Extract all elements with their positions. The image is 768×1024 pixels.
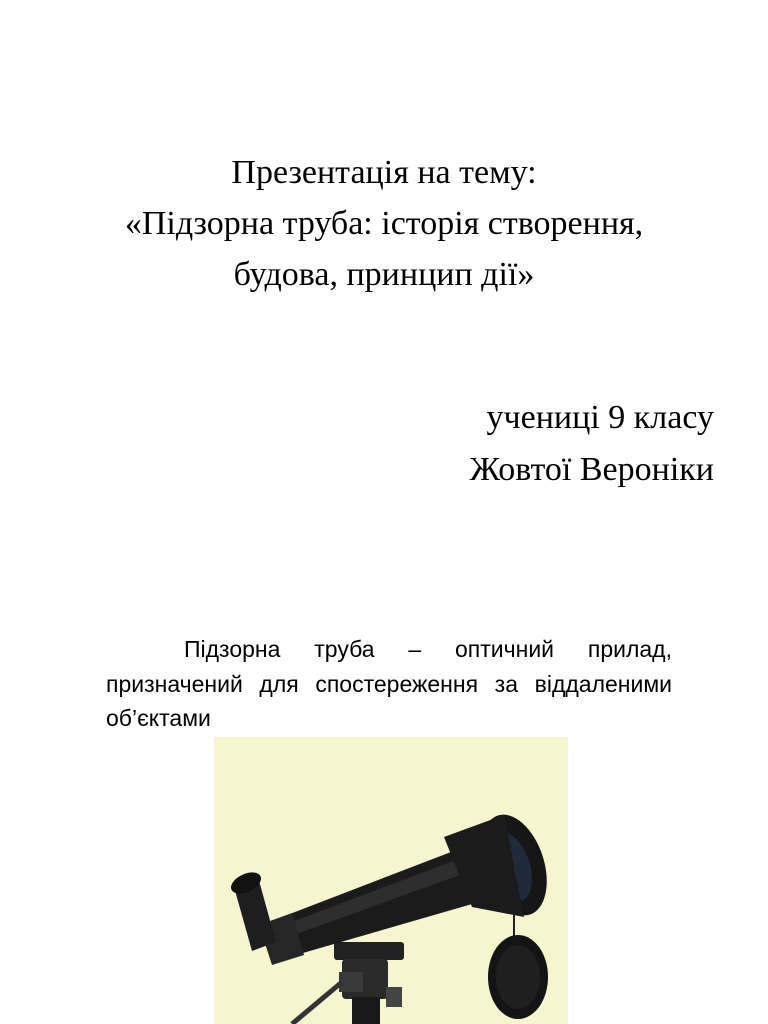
title-line-3: будова, принцип дії» — [233, 256, 535, 293]
definition-paragraph: Підзорна труба – оптичний прилад, призначений для спостереження за віддаленими об’єктами — [106, 636, 672, 731]
spotting-scope-illustration — [214, 737, 568, 1024]
author-block — [470, 392, 714, 495]
presentation-title — [0, 147, 768, 300]
author-name: Жовтої Вероніки — [469, 450, 714, 488]
tripod — [292, 942, 404, 1024]
author-class: учениці 9 класу — [486, 399, 714, 436]
title-line-1: Презентація на тему: — [231, 154, 537, 191]
title-line-2: «Підзорна труба: історія створення, — [124, 205, 644, 242]
spotting-scope-image — [214, 737, 568, 1024]
